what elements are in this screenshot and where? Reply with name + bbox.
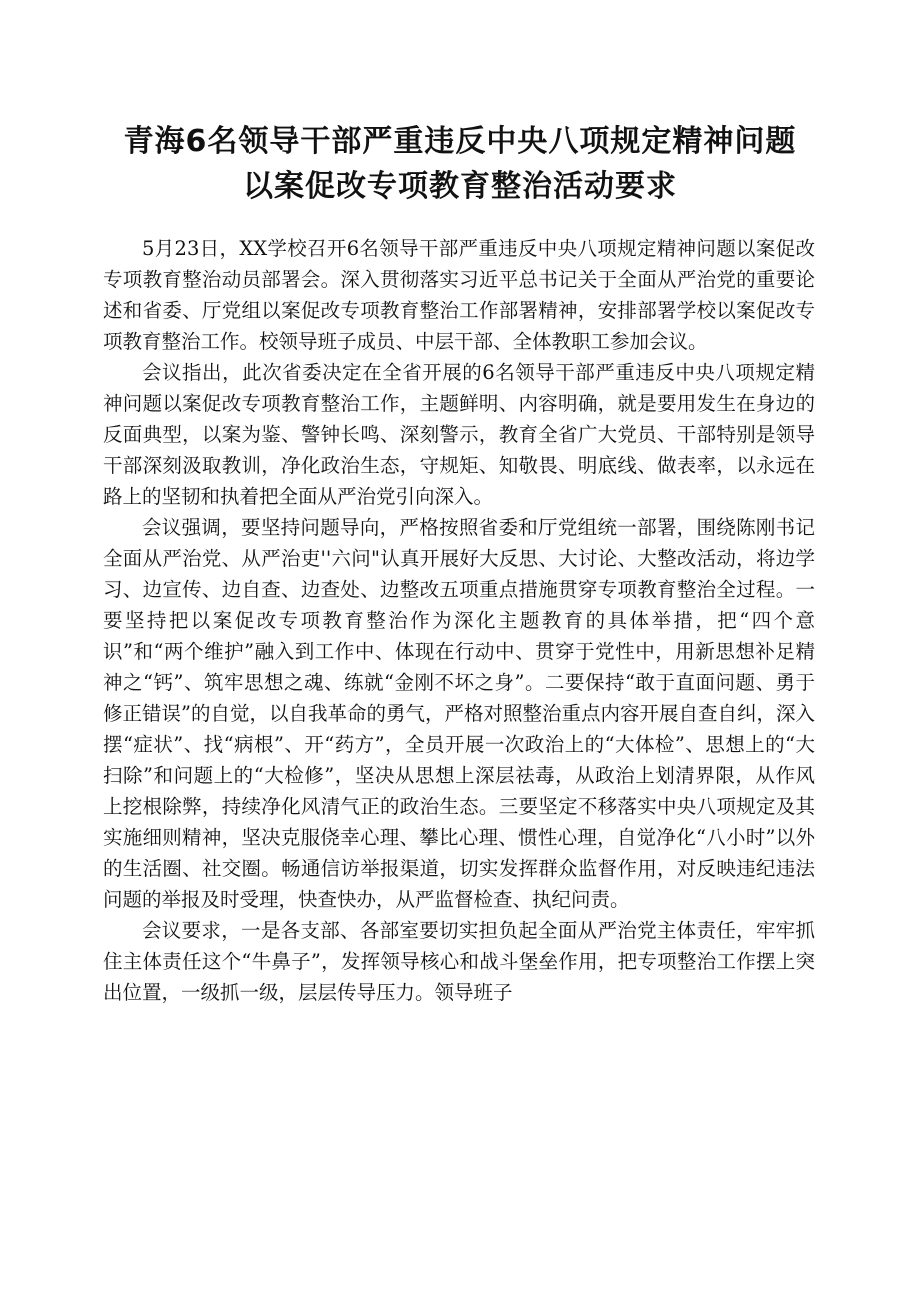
paragraph-meeting-emphasis: 会议强调，要坚持问题导向，严格按照省委和厅党组统一部署，围绕陈刚书记全面从严治党、从严治吏''六问"认真开展好大反思、大讨论、大整改活动，将边学习、边宣传、边自查、边查处、边整改五项重点措施贯穿专项教育整治全过程。一要坚持把以案促改专项教育整治作为深化主题教育的具体举措，把“四个意识”和“两个维护”融入到工作中、体现在行动中、贯穿于党性中，用新思想补足精神之“钙”、筑牢思想之魂、练就“金刚不坏之身”。二要保持“敢于直面问题、勇于修正错误”的自觉，以自我革命的勇气，严格对照整治重点内容开展自查自纠，深入摆“症状”、找“病根”、开“药方”，全员开展一次政治上的“大体检”、思想上的“大扫除”和问题上的“大检修”，坚决从思想上深层祛毒，从政治上划清界限，从作风上挖根除弊，持续净化风清气正的政治生态。三要坚定不移落实中央八项规定及其实施细则精神，坚决克服侥幸心理、攀比心理、惯性心理，自觉净化“八小时”以外的生活圈、社交圈。畅通信访举报渠道，切实发挥群众监督作用，对反映违纪违法问题的举报及时受理，快查快办，从严监督检查、执纪问责。 xyxy=(103,516,815,911)
document-body xyxy=(103,233,815,1008)
document-title-line-2: 以案促改专项教育整治活动要求 xyxy=(243,169,677,204)
paragraph-meeting-intro: 5月23日，XX学校召开6名领导干部严重违反中央八项规定精神问题以案促改专项教育整治动员部署会。深入贯彻落实习近平总书记关于全面从严治党的重要论述和省委、厅党组以案促改专项教育整治工作部署精神，安排部署学校以案促改专项教育整治工作。校领导班子成员、中层干部、全体教职工参加会议。 xyxy=(103,237,815,353)
document-title-line-1: 青海6名领导干部严重违反中央八项规定精神问题 xyxy=(123,124,797,159)
paragraph-meeting-points: 会议指出，此次省委决定在全省开展的6名领导干部严重违反中央八项规定精神问题以案促改专项教育整治工作，主题鲜明、内容明确，就是要用发生在身边的反面典型，以案为鉴、警钟长鸣、深刻警示，教育全省广大党员、干部特别是领导干部深刻汲取教训，净化政治生态，守规矩、知敬畏、明底线、做表率，以永远在路上的坚韧和执着把全面从严治党引向深入。 xyxy=(103,361,815,508)
paragraph-meeting-requirements: 会议要求，一是各支部、各部室要切实担负起全面从严治党主体责任，牢牢抓住主体责任这个“牛鼻子”，发挥领导核心和战斗堡垒作用，把专项整治工作摆上突出位置，一级抓一级，层层传导压力。领导班子 xyxy=(103,919,815,1004)
